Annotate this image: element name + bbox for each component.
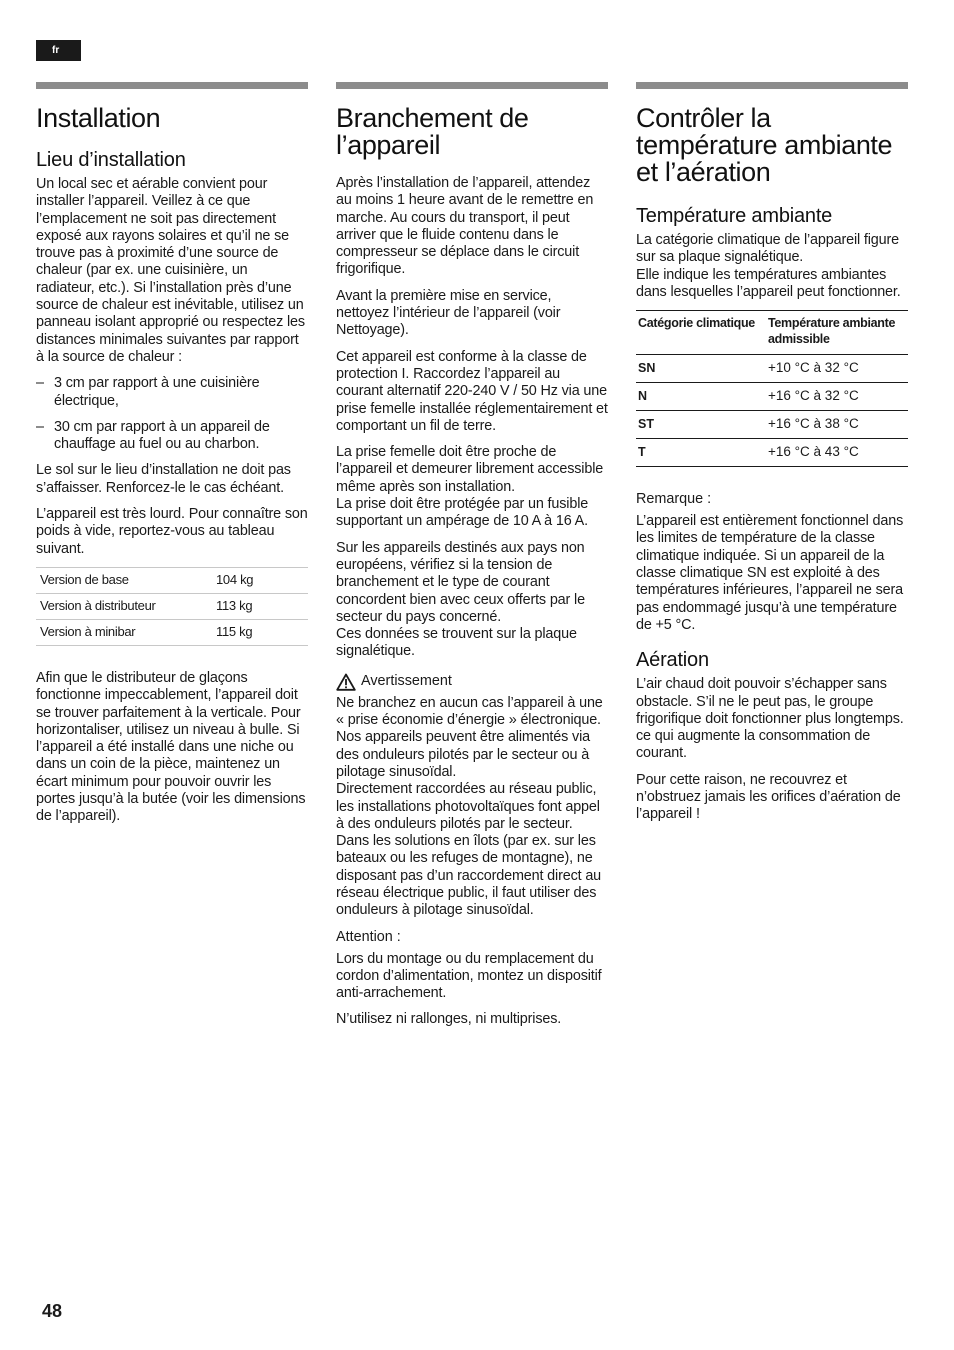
paragraph: L’appareil est entièrement fonctionnel dans les limites de température de la classe climatique indiquée. Si un appareil de la classe climatique SN est exploité à des températures inférieures, l’appareil ne sera pas endommagé jusqu’à une température de +5 °C. [636, 513, 904, 633]
table-row [636, 439, 908, 467]
warning-heading [336, 673, 608, 691]
note-title: Remarque : [636, 491, 712, 508]
table-header-row [636, 311, 908, 355]
weight-table [36, 567, 308, 646]
paragraph: La catégorie climatique de l’appareil figure sur sa plaque signalétique. [636, 232, 899, 266]
table-row [36, 593, 308, 619]
paragraph: L’air chaud doit pouvoir s’échapper sans obstacle. S’il ne le peut pas, le groupe frigorifique doit fonctionner plus longtemps. ce qui augmente la consommation de courant. [636, 676, 904, 762]
section-rule [636, 82, 908, 89]
section-rule [36, 82, 308, 89]
paragraph: Sur les appareils destinés aux pays non européens, vérifiez si la tension de branchement et le type de courant concordent bien avec ceux offerts par le secteur du pays concerné. [336, 539, 585, 625]
paragraph: Le sol sur le lieu d’installation ne doit pas s’affaisser. Renforcez-le le cas échéant. [36, 462, 291, 496]
list-item: – 3 cm par rapport à une cuisinière électrique, [36, 375, 308, 410]
list-item: – 30 cm par rapport à un appareil de chauffage au fuel ou au charbon. [36, 419, 308, 454]
paragraph: La prise doit être protégée par un fusible supportant un ampérage de 10 A à 16 A. [336, 496, 589, 530]
paragraph: Nos appareils peuvent être alimentés via des onduleurs pilotés par le secteur ou à pilotage sinusoïdal. [336, 729, 590, 780]
paragraph: La prise femelle doit être proche de l’appareil et demeurer librement accessible même après son installation. [336, 444, 604, 495]
paragraph: Avant la première mise en service, nettoyez l’intérieur de l’appareil (voir Nettoyage). [336, 287, 561, 339]
table-cell-label: Version à minibar [36, 619, 212, 645]
table-cell-range: +10 °C à 32 °C [758, 355, 908, 383]
section-title: Installation [36, 103, 161, 133]
paragraph: Un local sec et aérable convient pour installer l’appareil. Veillez à ce que l’emplacement ne soit pas directement exposé aux rayons solaires et qu’il ne se trouve pas à proximité d’une source de chaleur (par ex. une cuisinière, un radiateur, etc.). Si l’installation près d’une source de chaleur est inévitable, utilisez un panneau isolant approprié ou respectez les distances minimales suivantes par rapport à la source de chaleur : [36, 176, 305, 365]
paragraph: Ces données se trouvent sur la plaque signalétique. [336, 626, 577, 660]
attention-title: Attention : [336, 928, 401, 945]
table-row [636, 383, 908, 411]
table-row [636, 411, 908, 439]
table-header-category: Catégorie climatique [636, 311, 758, 355]
table-cell-category: T [636, 439, 758, 467]
table-row [36, 619, 308, 645]
paragraph: Pour cette raison, ne recouvrez et n’obstruez jamais les orifices d’aération de l’appareil ! [636, 771, 901, 823]
table-row [636, 355, 908, 383]
table-cell-range: +16 °C à 38 °C [758, 411, 908, 439]
subsection-title: Température ambiante [636, 205, 833, 227]
subsection-title: Lieu d’installation [36, 149, 186, 171]
warning-triangle-icon [336, 673, 356, 691]
paragraph: Cet appareil est conforme à la classe de protection I. Raccordez l’appareil au courant alternatif 220-240 V / 50 Hz via une prise femelle installée réglementairement et comportant un fil de terre. [336, 348, 608, 434]
table-cell-label: Version de base [36, 567, 212, 593]
section-title: Contrôler la température ambiante et l’aération [636, 103, 893, 187]
climate-table [636, 310, 908, 467]
table-cell-category: ST [636, 411, 758, 439]
paragraph: Elle indique les températures ambiantes dans lesquelles l’appareil peut fonctionner. [636, 266, 901, 300]
column-temperature [636, 82, 908, 833]
column-branchement [336, 82, 608, 1038]
table-cell-range: +16 °C à 32 °C [758, 383, 908, 411]
table-cell-value: 113 kg [212, 593, 308, 619]
table-cell-value: 115 kg [212, 619, 308, 645]
paragraph: Lors du montage ou du remplacement du cordon d’alimentation, montez un dispositif anti-arrachement. [336, 950, 602, 1002]
paragraph: N’utilisez ni rallonges, ni multiprises. [336, 1011, 562, 1028]
language-badge: fr [36, 40, 81, 61]
paragraph: Après l’installation de l’appareil, attendez au moins 1 heure avant de le remettre en marche. Au cours du transport, il peut arriver que le fluide contenu dans le compresseur se déplace dans le circuit frigorifique. [336, 175, 594, 278]
table-header-temperature: Température ambiante admissible [758, 311, 908, 355]
subsection-title: Aération [636, 649, 709, 672]
paragraph: L’appareil est très lourd. Pour connaître son poids à vide, reportez-vous au tableau suivant. [36, 506, 308, 557]
table-cell-range: +16 °C à 43 °C [758, 439, 908, 467]
paragraph: Afin que le distributeur de glaçons fonctionne impeccablement, l’appareil doit se trouver parfaitement à la verticale. Pour horizontaliser, utilisez un niveau à bulle. Si l’appareil a été installé dans une niche ou dans un coin de la pièce, maintenez un écart minimum pour pouvoir ouvrir les portes jusqu’à la butée (voir les dimensions de l’appareil). [36, 669, 306, 825]
section-title: Branchement de l’appareil [336, 103, 529, 160]
page-number: 48 [42, 1301, 63, 1321]
paragraph: Directement raccordées au réseau public, les installations photovoltaïques font appel à des onduleurs pilotés par le secteur. Dans les solutions en îlots (par ex. sur les bateaux ou les refuges de montagne), ne disposant pas d’un raccordement direct au réseau électrique public, il faut utiliser des onduleurs à pilotage sinusoïdal. [336, 781, 602, 919]
dash-list [36, 375, 308, 453]
paragraph: Ne branchez en aucun cas l’appareil à une « prise économie d’énergie » électronique. [336, 694, 603, 729]
table-cell-value: 104 kg [212, 567, 308, 593]
table-cell-category: SN [636, 355, 758, 383]
table-cell-category: N [636, 383, 758, 411]
column-installation [36, 82, 308, 835]
warning-title: Avertissement [361, 673, 452, 690]
table-cell-label: Version à distributeur [36, 593, 212, 619]
section-rule [336, 82, 608, 89]
table-row [36, 567, 308, 593]
